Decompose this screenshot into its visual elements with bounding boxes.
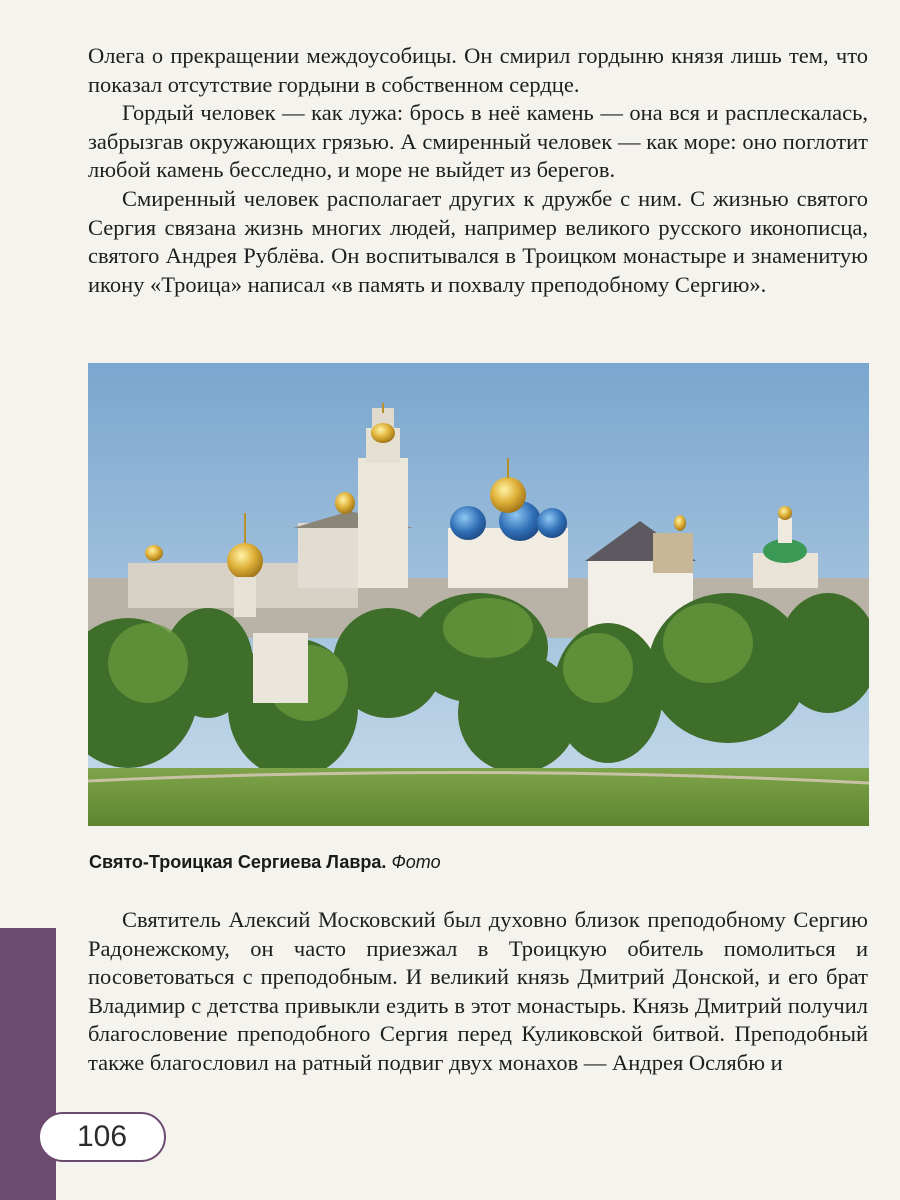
lavra-photo — [88, 363, 869, 826]
paragraph-aleksiy: Святитель Алексий Московский был духовно близок преподобному Сергию Радонежскому, он часто приезжал в Троицкую обитель помолиться и посоветоваться с преподобным. И великий князь Дмитрий Донской, и его брат Владимир с детства привыкли ездить в этот монастырь. Князь Дмитрий получил благословение преподобного Сергия перед Куликовской битвой. Преподобный также благословил на ратный подвиг двух монахов — Андрея Ослябю и — [88, 907, 868, 1075]
side-accent-bar — [0, 928, 56, 1200]
paragraph-humble-man: Смиренный человек располагает других к дружбе с ним. С жизнью святого Сергия связана жизнь многих людей, например великого русского иконописца, святого Андрея Рублёва. Он воспитывался в Троицком монастыре и знаменитую икону «Троица» написал «в память и похвалу преподобному Сергию». — [88, 185, 868, 297]
caption-title: Свято-Троицкая Сергиева Лавра. — [89, 852, 387, 872]
photo-caption — [89, 852, 441, 873]
paragraph-continued: Олега о прекращении междоусобицы. Он смирил гордыню князя лишь тем, что показал отсутствие гордыни в собственном сердце. — [88, 43, 868, 97]
paragraph-proud-man: Гордый человек — как лужа: брось в неё камень — она вся и расплескалась, забрызгав окружающих грязью. А смиренный человек — как море: оно поглотит любой камень бесследно, и море не выйдет из берегов. — [88, 100, 868, 183]
caption-type: Фото — [391, 852, 441, 872]
bottom-text-block — [88, 906, 868, 1078]
page-number: 106 — [38, 1112, 166, 1162]
top-text-block — [88, 42, 868, 299]
